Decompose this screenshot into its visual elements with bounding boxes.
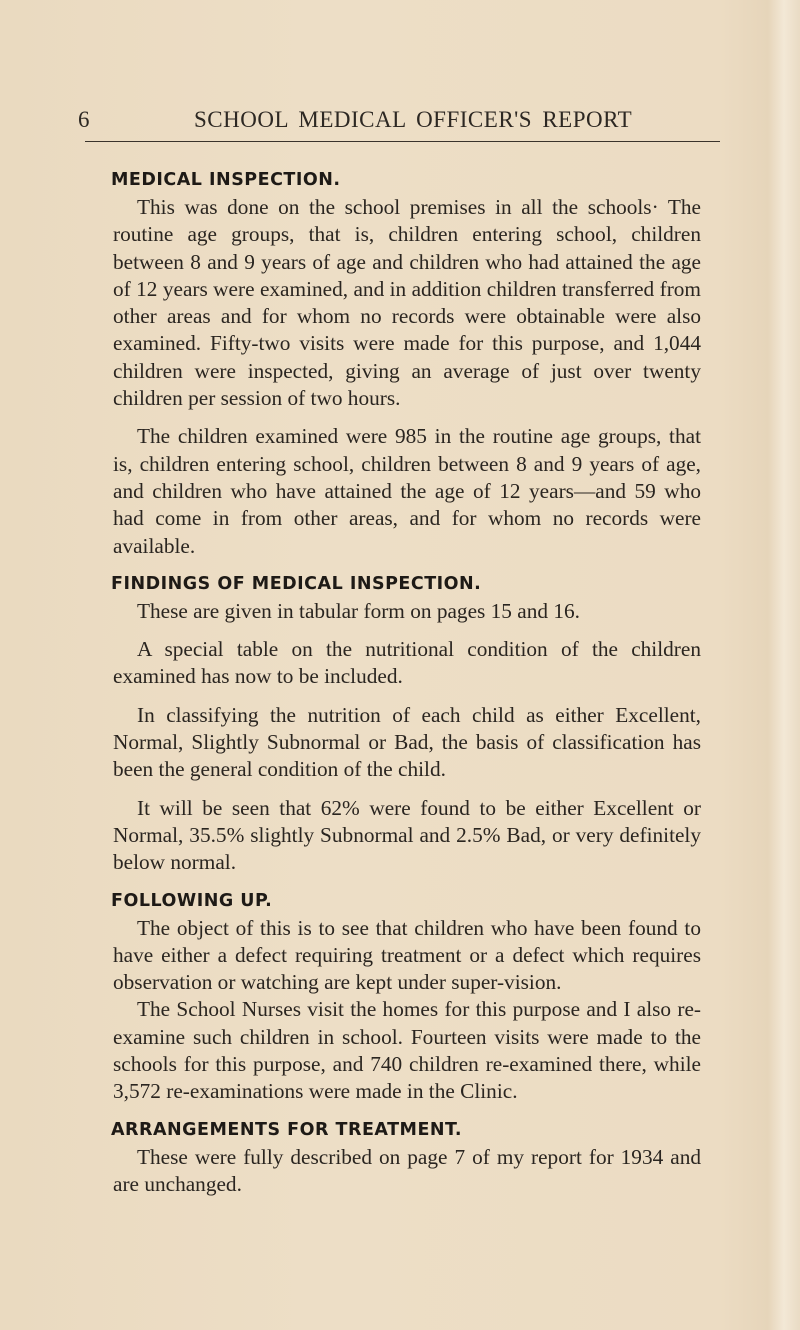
section-findings [113, 571, 701, 877]
paragraph: The object of this is to see that children who have been found to have either a defect requiring treatment or a defect which requires observation or watching are kept under super-vision. [113, 915, 701, 995]
report-title: SCHOOL MEDICAL OFFICER'S REPORT [194, 107, 633, 132]
section-heading: MEDICAL INSPECTION. [111, 170, 341, 190]
paragraph: The School Nurses visit the homes for this purpose and I also re-examine such children in school. Fourteen visits were made to the schools for this purpose, and 740 children re-examined there, while 3,572 re-examinations were made in the Clinic. [113, 997, 701, 1104]
running-header [78, 107, 748, 135]
section-heading: FOLLOWING UP. [111, 890, 273, 911]
header-rule [85, 141, 720, 142]
paragraph: These are given in tabular form on pages 15 and 16. [137, 598, 580, 623]
section-heading: FINDINGS OF MEDICAL INSPECTION. [111, 573, 482, 594]
paragraph: A special table on the nutritional condition of the children examined has now to be included. [113, 637, 701, 689]
section-heading: ARRANGEMENTS FOR TREATMENT. [111, 1119, 462, 1140]
paragraph: The children examined were 985 in the routine age groups, that is, children entering school, children between 8 and 9 years of age, and children who have attained the age of 12 years—and 59 who had come in from other areas, and for whom no records were available. [113, 424, 701, 558]
section-medical-inspection [113, 167, 701, 560]
section-arrangements-for-treatment [113, 1117, 701, 1199]
body-text [113, 167, 701, 1198]
paragraph: In classifying the nutrition of each child as either Excellent, Normal, Slightly Subnormal or Bad, the basis of classification has been the general condition of the child. [113, 702, 701, 782]
section-following-up [113, 888, 701, 1106]
paragraph: These were fully described on page 7 of my report for 1934 and are unchanged. [113, 1144, 701, 1196]
paragraph: It will be seen that 62% were found to be either Excellent or Normal, 35.5% slightly Subnormal and 2.5% Bad, or very definitely below normal. [113, 795, 701, 875]
page-number: 6 [78, 107, 90, 132]
paragraph: This was done on the school premises in all the schools· The routine age groups, that is, children entering school, children between 8 and 9 years of age and children who had attained the age of 12 years were examined, and in addition children transferred from other areas and for whom no records were obtainable were also examined. Fifty-two visits were made for this purpose, and 1,044 children were inspected, giving an average of just over twenty children per session of two hours. [113, 195, 701, 411]
